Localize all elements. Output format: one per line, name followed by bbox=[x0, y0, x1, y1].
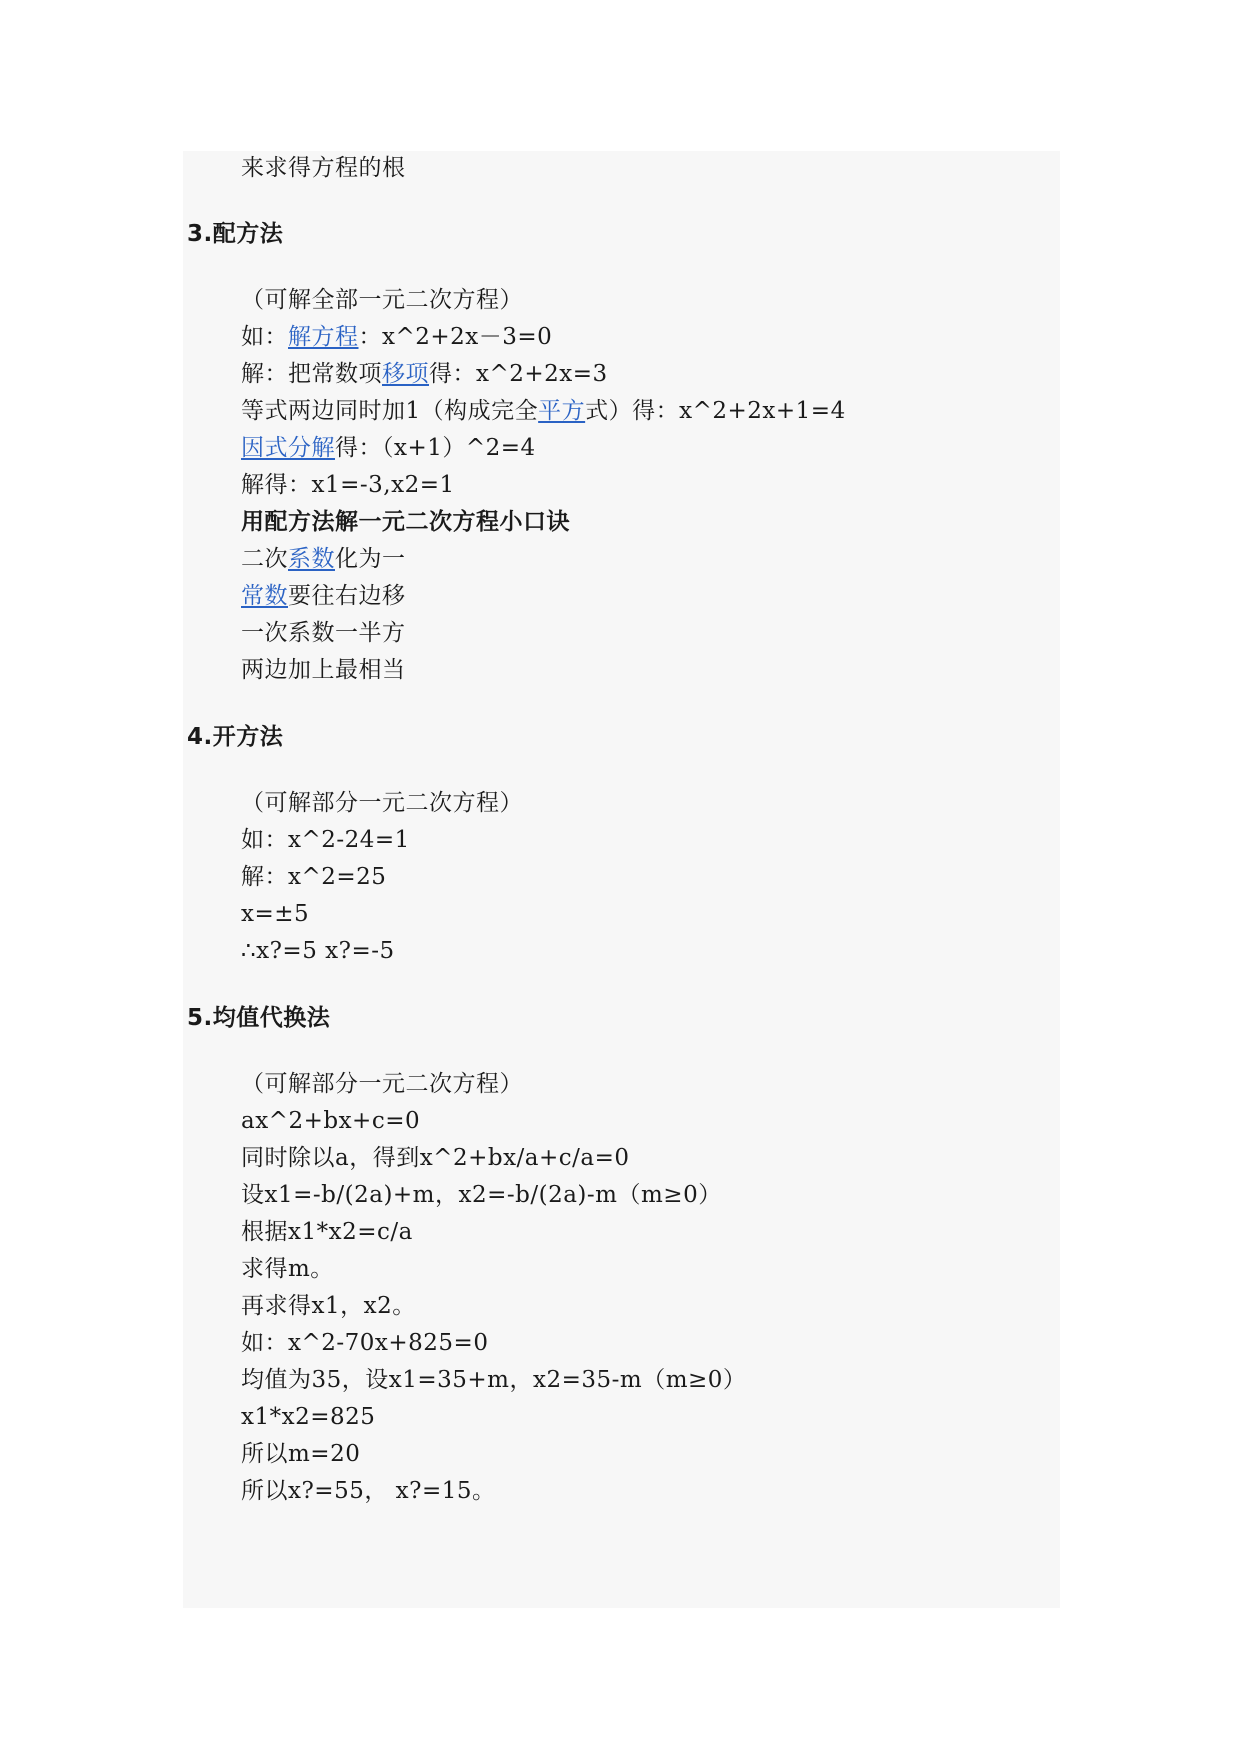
mnemonic-line-1 bbox=[241, 544, 406, 574]
section-5-line-11: 所以x?=55， x?=15。 bbox=[241, 1478, 496, 1504]
section-4-heading: 4.开方法 bbox=[187, 724, 284, 750]
step-2-result: 式）得：x^2+2x+1=4 bbox=[585, 398, 846, 424]
section-4-result: ∴x?=5 x?=-5 bbox=[241, 938, 395, 964]
section-5-line-8: 均值为35，设x1=35+m，x2=35-m（m≥0） bbox=[241, 1367, 747, 1393]
example-prefix: 如： bbox=[241, 324, 288, 350]
section-3-step-3 bbox=[241, 433, 536, 463]
step-1-result: 得：x^2+2x=3 bbox=[429, 361, 608, 387]
section-3-example bbox=[241, 322, 552, 352]
section-3-solution: 解得：x1=-3,x2=1 bbox=[241, 472, 455, 498]
section-5-heading: 5.均值代换法 bbox=[187, 1005, 331, 1031]
mnemonic-line-2 bbox=[241, 581, 406, 611]
section-5-line-6: 再求得x1，x2。 bbox=[241, 1293, 416, 1319]
section-3-heading: 3.配方法 bbox=[187, 221, 284, 247]
mnemonic-line-4: 两边加上最相当 bbox=[241, 657, 406, 683]
section-5-line-10: 所以m=20 bbox=[241, 1441, 361, 1467]
example-equation: ：x^2+2x－3=0 bbox=[358, 324, 553, 350]
mnemonic-2-suffix: 要往右边移 bbox=[288, 583, 406, 609]
section-5-line-2: 同时除以a，得到x^2+bx/a+c/a=0 bbox=[241, 1145, 630, 1171]
mnemonic-line-3: 一次系数一半方 bbox=[241, 620, 406, 646]
section-5-line-3: 设x1=-b/(2a)+m，x2=-b/(2a)-m（m≥0） bbox=[241, 1182, 722, 1208]
section-4-example: 如：x^2-24=1 bbox=[241, 827, 410, 853]
link-transpose[interactable]: 移项 bbox=[382, 361, 429, 387]
section-5-line-5: 求得m。 bbox=[241, 1256, 334, 1282]
section-5-line-4: 根据x1*x2=c/a bbox=[241, 1219, 413, 1245]
mnemonic-1-prefix: 二次 bbox=[241, 546, 288, 572]
section-4-step-1: 解：x^2=25 bbox=[241, 864, 387, 890]
section-5-line-9: x1*x2=825 bbox=[241, 1404, 376, 1430]
section-3-step-2 bbox=[241, 396, 846, 426]
link-coefficient[interactable]: 系数 bbox=[288, 546, 335, 572]
mnemonic-1-suffix: 化为一 bbox=[335, 546, 406, 572]
step-3-result: 得：（x+1）^2=4 bbox=[335, 435, 536, 461]
link-solve-equation[interactable]: 解方程 bbox=[288, 324, 359, 350]
section-5-line-7: 如：x^2-70x+825=0 bbox=[241, 1330, 489, 1356]
step-2-prefix: 等式两边同时加1（构成完全 bbox=[241, 398, 539, 424]
link-factorization[interactable]: 因式分解 bbox=[241, 435, 335, 461]
mnemonic-title: 用配方法解一元二次方程小口诀 bbox=[241, 509, 570, 535]
step-1-prefix: 解：把常数项 bbox=[241, 361, 382, 387]
section-3-step-1 bbox=[241, 359, 608, 389]
section-4-step-2: x=±5 bbox=[241, 901, 310, 927]
section-5-scope: （可解部分一元二次方程） bbox=[241, 1071, 523, 1097]
section-5-line-1: ax^2+bx+c=0 bbox=[241, 1108, 421, 1134]
section-4-scope: （可解部分一元二次方程） bbox=[241, 790, 523, 816]
continuation-line: 来求得方程的根 bbox=[241, 155, 406, 181]
link-constant[interactable]: 常数 bbox=[241, 583, 288, 609]
section-3-scope: （可解全部一元二次方程） bbox=[241, 287, 523, 313]
link-square[interactable]: 平方 bbox=[538, 398, 586, 424]
